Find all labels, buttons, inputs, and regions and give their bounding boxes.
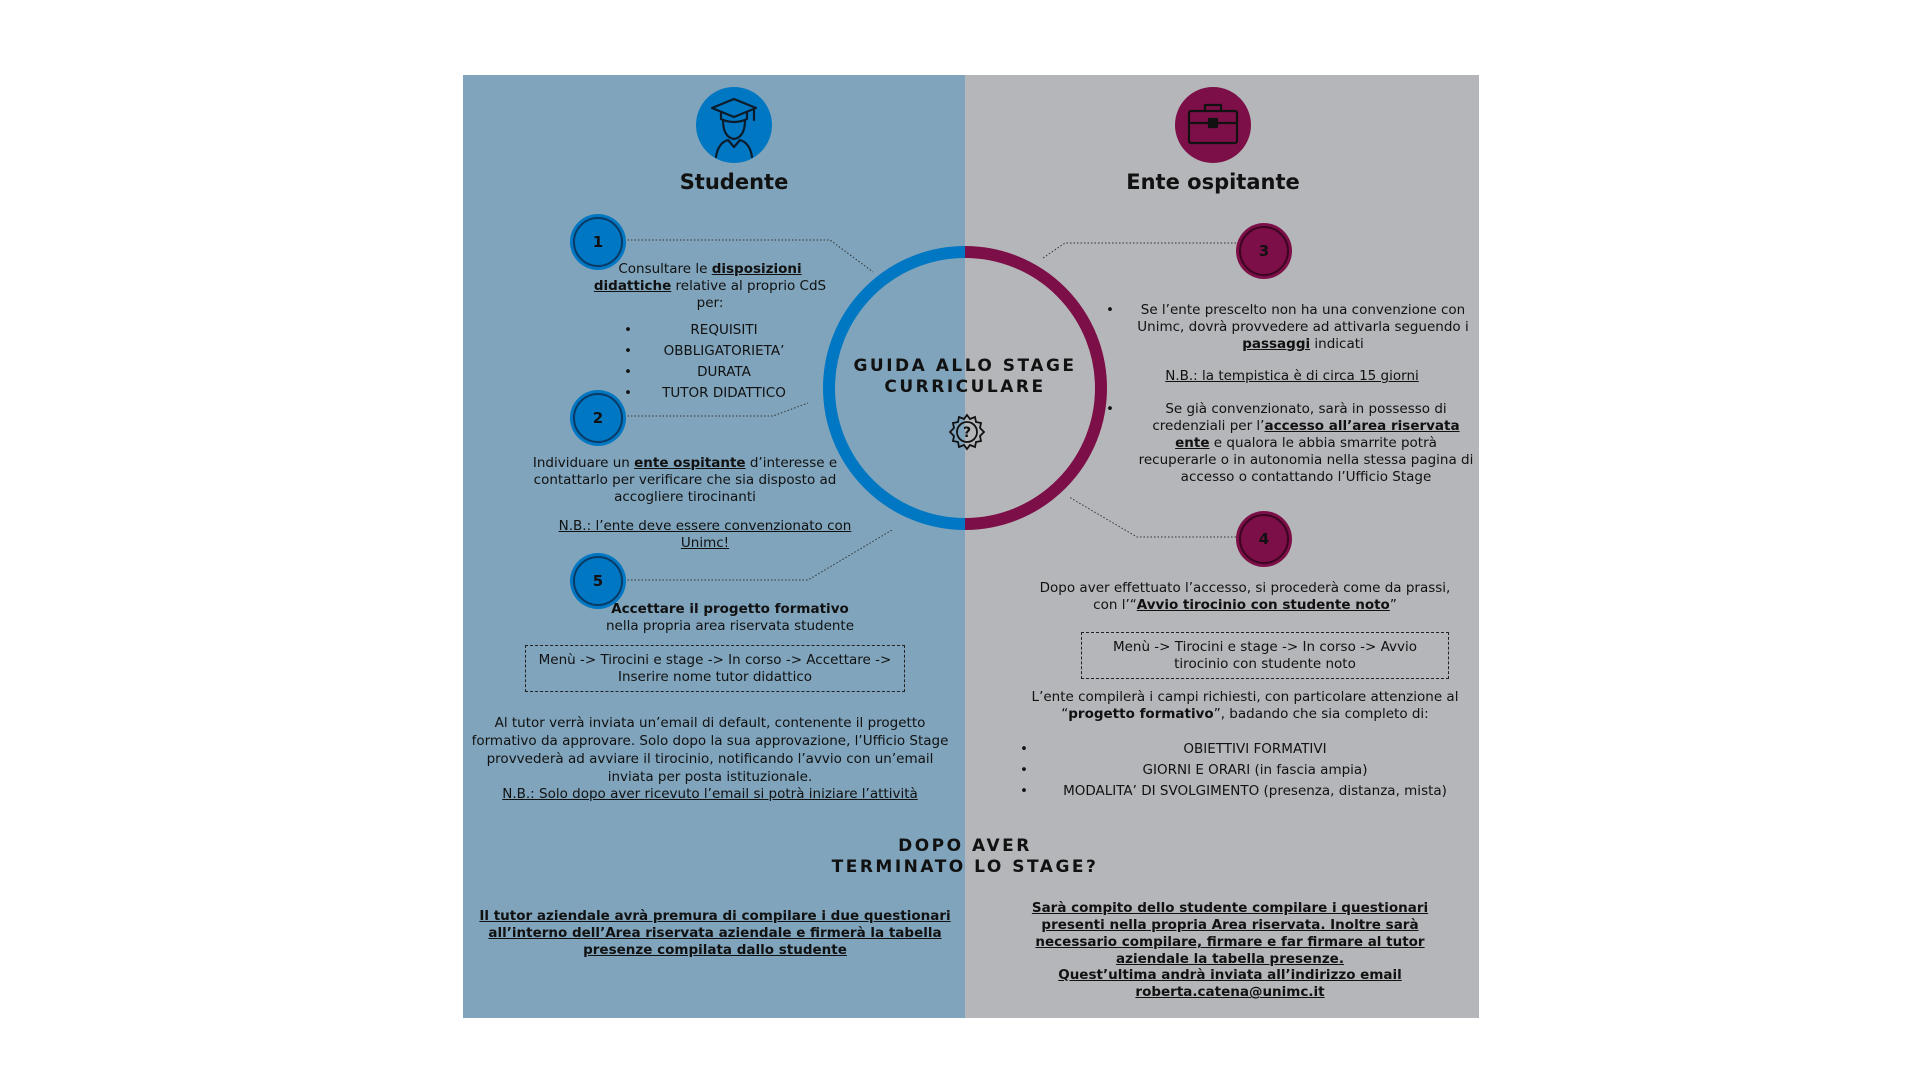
step-3-bullet-2: • Se già convenzionato, sarà in possesso di credenziali per l’accesso all’area riservata ente e qualora le abbia smarrite potrà recuperarle o in autonomia nella stessa pagina di accesso o contattando l’Ufficio Stage — [1136, 401, 1476, 486]
connector-3 — [1043, 243, 1236, 258]
step-4-badge: 4 — [1239, 514, 1289, 564]
list-item: • OBBLIGATORIETA’ — [654, 341, 794, 362]
step-5-text: Accettare il progetto formativo nella propria area riservata studente — [605, 601, 855, 634]
step-5-note: N.B.: Solo dopo aver ricevuto l’email si potrà iniziare l’attività — [502, 786, 918, 802]
main-title: GUIDA ALLO STAGE CURRICULARE — [853, 356, 1077, 397]
briefcase-icon — [1175, 87, 1251, 163]
step-1-badge: 1 — [573, 217, 623, 267]
step-3-list — [1136, 302, 1470, 353]
step-3-bullet-1: • Se l’ente prescelto non ha una convenzione con Unimc, dovrà provvedere ad attivarla seguendo i passaggi indicati — [1136, 302, 1470, 353]
step-4-list — [1050, 739, 1460, 802]
list-item: • REQUISITI — [654, 320, 794, 341]
step-5-badge: 5 — [573, 556, 623, 606]
gear-question-icon — [947, 412, 987, 452]
step-5-menu-path: Menù -> Tirocini e stage -> In corso -> Accettare -> Inserire nome tutor didattico — [525, 645, 905, 692]
student-heading: Studente — [679, 170, 789, 194]
step-5-info: Al tutor verrà inviata un’email di default, contenente il progetto formativo da approvare. Solo dopo la sua approvazione, l’Ufficio Stage provvederà ad avviare il tirocinio, notificando l’avvio con un’email inviata per posta istituzionale. — [471, 715, 949, 785]
after-right-text-1: Sarà compito dello studente compilare i questionari presenti nella propria Area riservata. Inoltre sarà necessario compilare, firmare e far firmare al tutor aziendale la tabella presenze. — [1031, 900, 1429, 967]
after-title: DOPO AVER TERMINATO LO STAGE? — [831, 836, 1099, 877]
step-1-text: Consultare le disposizioni didattiche relative al proprio CdS per: — [593, 261, 827, 311]
after-right-text-2: Quest’ultima andrà inviata all’indirizzo email roberta.catena@unimc.it — [1058, 967, 1402, 1000]
step-4-menu-path: Menù -> Tirocini e stage -> In corso -> Avvio tirocinio con studente noto — [1081, 632, 1449, 679]
step-2-note: N.B.: l’ente deve essere convenzionato con Unimc! — [558, 518, 852, 551]
step-4-text: Dopo aver effettuato l’accesso, si procederà come da prassi, con l’“Avvio tirocinio con studente noto” — [1039, 580, 1451, 613]
list-item: • GIORNI E ORARI (in fascia ampia) — [1050, 760, 1460, 781]
list-item: • OBIETTIVI FORMATIVI — [1050, 739, 1460, 760]
step-4-text-2: L’ente compilerà i campi richiesti, con particolare attenzione al “progetto formativo”, badando che sia completo di: — [1031, 689, 1459, 722]
step-3-badge: 3 — [1239, 226, 1289, 276]
connector-2 — [624, 403, 808, 416]
list-item: • TUTOR DIDATTICO — [654, 383, 794, 404]
step-1-list — [654, 320, 794, 404]
connector-4 — [1069, 497, 1236, 537]
list-item: • MODALITA’ DI SVOLGIMENTO (presenza, distanza, mista) — [1050, 781, 1460, 802]
step-3-note: N.B.: la tempistica è di circa 15 giorni — [1165, 368, 1419, 384]
list-item: • DURATA — [654, 362, 794, 383]
step-2-badge: 2 — [573, 393, 623, 443]
host-heading: Ente ospitante — [1126, 170, 1300, 194]
svg-text:?: ? — [962, 425, 972, 441]
after-left-text: Il tutor aziendale avrà premura di compilare i due questionari all’interno dell’Area riservata aziendale e firmerà la tabella presenze compilata dallo studente — [479, 908, 951, 958]
step-2-text: Individuare un ente ospitante d’interesse e contattarlo per verificare che sia disposto ad accogliere tirocinanti — [532, 455, 838, 505]
step-3-list-2 — [1136, 401, 1476, 486]
graduation-cap-icon — [696, 87, 772, 163]
